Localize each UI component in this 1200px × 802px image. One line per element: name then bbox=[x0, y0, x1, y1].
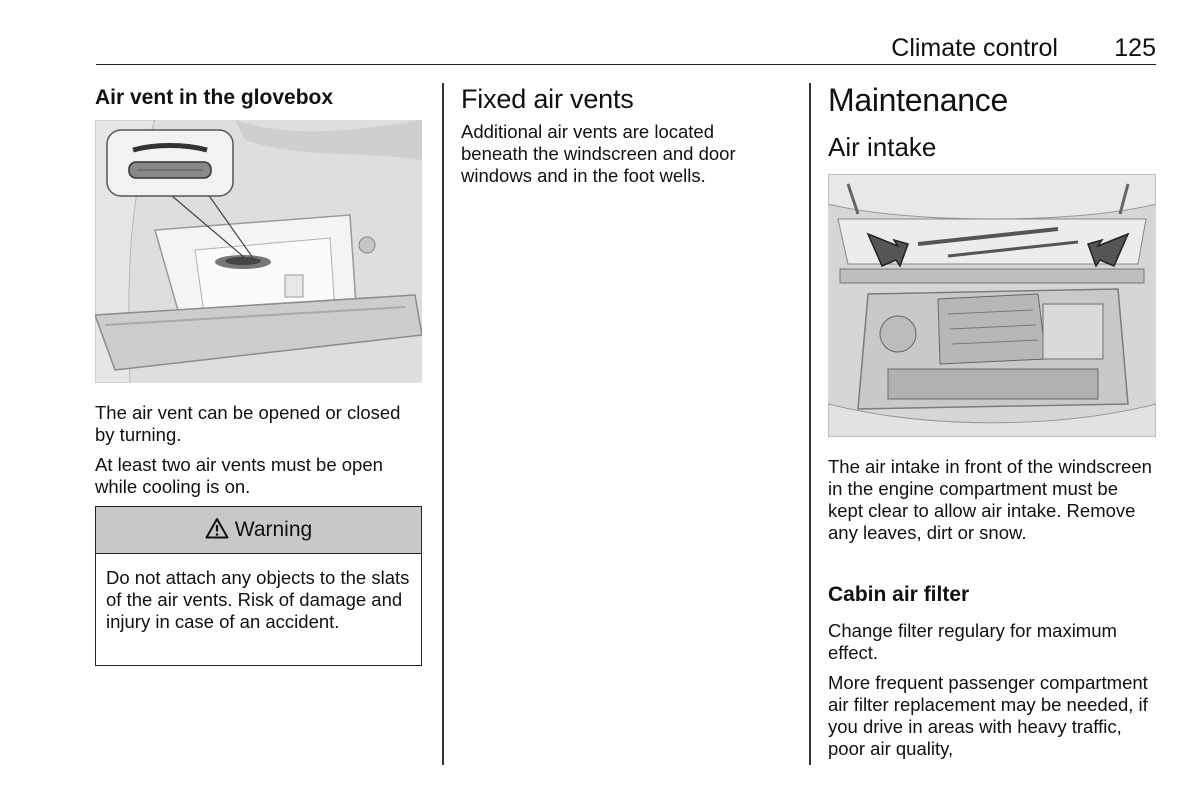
paragraph: Change filter regulary for maximum effect. bbox=[828, 620, 1117, 663]
paragraph: The air vent can be opened or closed by turning. bbox=[95, 402, 401, 445]
engine-compartment-illustration bbox=[828, 174, 1156, 437]
warning-title: Warning bbox=[234, 518, 313, 541]
chapter-title: Maintenance bbox=[828, 82, 1008, 118]
fixed-air-vents-heading: Fixed air vents bbox=[461, 84, 634, 114]
glovebox-vent-illustration bbox=[95, 120, 422, 383]
warning-text: Do not attach any objects to the slats of the air vents. Risk of damage and injury in case of an accident. bbox=[106, 567, 410, 632]
running-header bbox=[96, 28, 1156, 65]
air-intake-heading: Air intake bbox=[828, 132, 937, 162]
cabin-air-filter-heading: Cabin air filter bbox=[828, 583, 970, 606]
page-number: 125 bbox=[1114, 34, 1156, 62]
paragraph: At least two air vents must be open while cooling is on. bbox=[95, 454, 383, 497]
column-divider bbox=[442, 83, 444, 765]
warning-header bbox=[96, 507, 421, 554]
paragraph: The air intake in front of the windscreen in the engine compartment must be kept clear to allow air intake. Remove any leaves, dirt or snow. bbox=[828, 456, 1152, 543]
paragraph: Additional air vents are located beneath the windscreen and door windows and in the foot wells. bbox=[461, 121, 736, 186]
header-section-title: Climate control bbox=[891, 34, 1058, 62]
warning-triangle-icon bbox=[205, 517, 229, 544]
column-divider bbox=[809, 83, 811, 765]
paragraph: More frequent passenger compartment air filter replacement may be needed, if you drive in areas with heavy traffic, poor air quality, bbox=[828, 672, 1148, 759]
warning-box bbox=[95, 506, 422, 666]
glovebox-vent-heading: Air vent in the glovebox bbox=[95, 86, 334, 109]
